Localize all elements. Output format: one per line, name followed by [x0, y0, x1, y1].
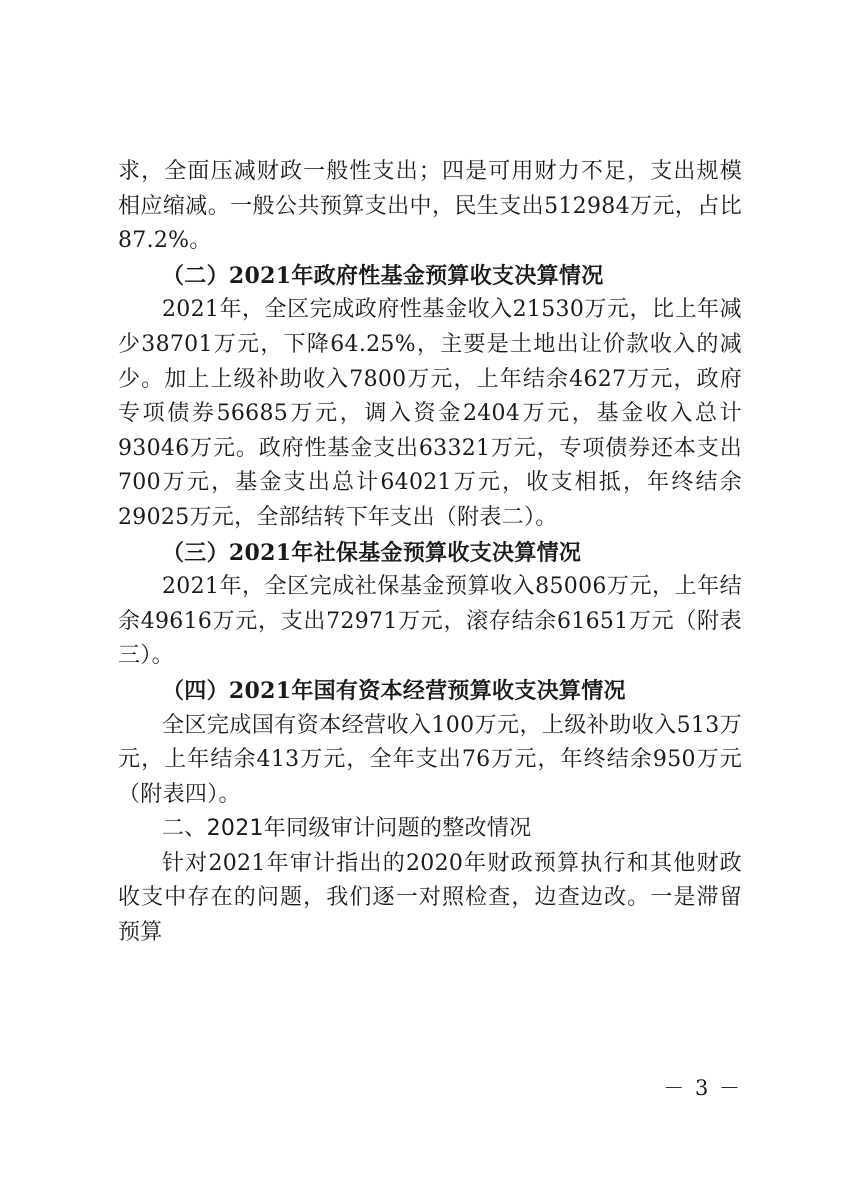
subheading-social-security-fund: （三）2021年社保基金预算收支决算情况	[162, 539, 582, 566]
paragraph-continuation: 求，全面压减财政一般性支出；四是可用财力不足，支出规模相应缩减。一般公共预算支出中，民生支出512984万元，占比87.2%。	[118, 159, 742, 254]
page-number: － 3 －	[663, 1076, 742, 1100]
document-body	[118, 155, 742, 951]
paragraph-government-fund: 2021年，全区完成政府性基金收入21530万元，比上年减少38701万元，下降64.25%，主要是土地出让价款收入的减少。加上上级补助收入7800万元，上年结余4627万元，政府专项债券56685万元，调入资金2404万元，基金收入总计93046万元。政府性基金支出63321万元，专项债券还本支出700万元，基金支出总计64021万元，收支相抵，年终结余29025万元，全部结转下年支出（附表二）。	[118, 297, 742, 530]
subheading-state-capital: （四）2021年国有资本经营预算收支决算情况	[162, 677, 626, 704]
subheading-government-fund: （二）2021年政府性基金预算收支决算情况	[162, 262, 604, 289]
paragraph-audit-rectification: 针对2021年审计指出的2020年财政预算执行和其他财政收支中存在的问题，我们逐一对照检查，边查边改。一是滞留预算	[118, 850, 742, 946]
paragraph-social-security-fund: 2021年，全区完成社保基金预算收入85006万元，上年结余49616万元，支出72971万元，滚存结余61651万元（附表三）。	[118, 574, 742, 669]
section-heading-audit-rectification: 二、2021年同级审计问题的整改情况	[162, 816, 532, 842]
paragraph-state-capital: 全区完成国有资本经营收入100万元，上级补助收入513万元，上年结余413万元，全年支出76万元，年终结余950万元（附表四）。	[118, 712, 742, 807]
